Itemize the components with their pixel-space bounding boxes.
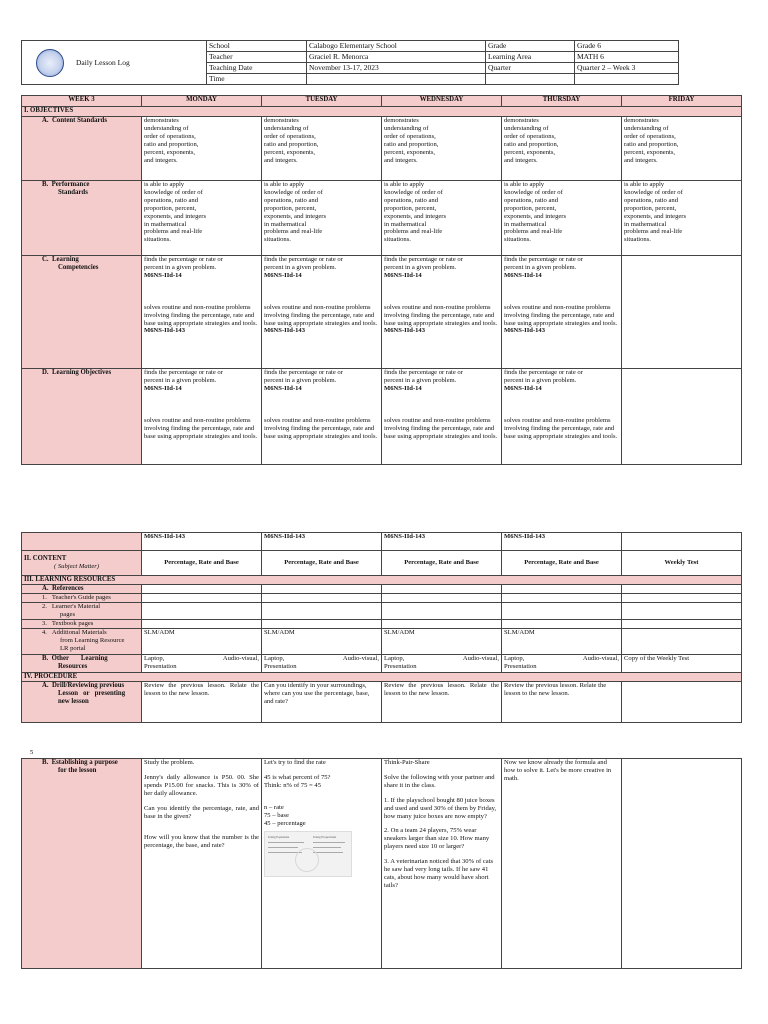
header-logo-cell (22, 41, 207, 85)
drill-mon: Review the previous lesson. Relate the lesson to the new lesson. (142, 682, 262, 723)
competency-mon: finds the percentage or rate or percent in a given problem. M6NS-IId-14 solves routine and non-routine problems involving finding the percentage, rate and base using appropriate strategies and tools. M6NS-IId-143 (142, 256, 262, 369)
slm-mon: SLM/ADM (142, 629, 262, 655)
learning-area-value: MATH 6 (575, 52, 679, 63)
content-topic-mon: Percentage, Rate and Base (142, 551, 262, 576)
learners-material-label: 2. Learner's Material (42, 603, 101, 610)
objective-tue: finds the percentage or rate or percent in a given problem. M6NS-IId-14 solves routine and non-routine problems involving finding the percentage, rate and base using appropriate strategies and tools. (262, 369, 382, 465)
competency-wed: finds the percentage or rate or percent in a given problem. M6NS-IId-14 solves routine and non-routine problems involving finding the percentage, rate and base using appropriate strategies and tools. M6NS-IId-143 (382, 256, 502, 369)
other-resources-thu: Laptop, Audio-visual, Presentation (502, 655, 622, 673)
page-marker: 5 (30, 749, 34, 756)
school-label: School (207, 41, 307, 52)
tuesday-header: TUESDAY (262, 96, 382, 107)
other-resources-fri: Copy of the Weekly Test (622, 655, 742, 673)
content-section-label: II. CONTENT (24, 555, 67, 563)
grade-label: Grade (486, 41, 575, 52)
establishing-purpose-label: B. Establishing a purpose (42, 759, 118, 766)
carry-code-thu: M6NS-IId-143 (502, 533, 622, 551)
grade-value: Grade 6 (575, 41, 679, 52)
thursday-header: THURSDAY (502, 96, 622, 107)
drill-review-label: A. Drill/Reviewing previous (42, 682, 125, 689)
performance-standard-thu: is able to apply knowledge of order of operations, ratio and proportion, percent, exponents, and integers in mathematical problems and real-life situations. (502, 181, 622, 256)
teaching-date-value: November 13-17, 2023 (307, 63, 486, 74)
carry-code-tue: M6NS-IId-143 (262, 533, 382, 551)
school-value: Calabogo Elementary School (307, 41, 486, 52)
competency-tue: finds the percentage or rate or percent in a given problem. M6NS-IId-14 solves routine and non-routine problems involving finding the percentage, rate and base using appropriate strategies and tools. M6NS-IId-143 (262, 256, 382, 369)
header-title: Daily Lesson Log (76, 57, 130, 67)
additional-materials-label: 4. Additional Materials (42, 629, 107, 636)
establishing-purpose-table: B. Establishing a purpose for the lesson Study the problem. Jenny's daily allowance is P50. 00. She spends P15.00 for snacks. This is 30% of her daily allowance. Can you identify the percentage, rate, and base in the given? How will you know that the number is the percentage, the base, and rate? Let's try to find the rate 45 is what percent of 75? Think: n% of 75 = 45 n – rate 75 – base 45 – percentage Using Equations Using Proportions Think-Pair-Share Solve the following with your partner and share it in the class. 1. If the playschool bought 80 juice boxes and used and used 30% of them by Friday, how many juice boxes are now empty? 2. On a team 24 players, 75% wear sneakers larger than size 10. How many players need size 10 or larger? 3. A veterinarian noticed that 30% of cats he saw had very long tails. If he saw 41 cats, about how many would have short tails? Now we know already the formula and how to solve it. Let's be more creative in math. (21, 758, 742, 969)
objective-fri (622, 369, 742, 465)
purpose-wed: Think-Pair-Share Solve the following with your partner and share it in the class. 1. If the playschool bought 80 juice boxes and used and used 30% of them by Friday, how many juice boxes are now empty? 2. On a team 24 players, 75% wear sneakers larger than size 10. How many players need size 10 or larger? 3. A veterinarian noticed that 30% of cats he saw had very long tails. If he saw 41 cats, about how many would have short tails? (382, 759, 502, 969)
objective-thu: finds the percentage or rate or percent in a given problem. M6NS-IId-14 solves routine and non-routine problems involving finding the percentage, rate and base using appropriate strategies and tools. (502, 369, 622, 465)
content-topic-wed: Percentage, Rate and Base (382, 551, 502, 576)
header-table (21, 40, 768, 85)
content-topic-tue: Percentage, Rate and Base (262, 551, 382, 576)
other-resources-label: B. Other Learning (42, 655, 108, 662)
objective-wed: finds the percentage or rate or percent in a given problem. M6NS-IId-14 solves routine and non-routine problems involving finding the percentage, rate and base using appropriate strategies and tools. (382, 369, 502, 465)
learning-objectives-label: D. Learning Objectives (42, 369, 112, 376)
content-standard-mon: demonstrates understanding of order of operations, ratio and proportion, percent, exponents, and integers. (142, 117, 262, 181)
content-topic-thu: Percentage, Rate and Base (502, 551, 622, 576)
objectives-table: WEEK 3 MONDAY TUESDAY WEDNESDAY THURSDAY FRIDAY I. OBJECTIVES A. Content Standards demonstrates understanding of order of operations, ratio and proportion, percent, exponents, and integers. demonstrates understanding of order of operations, ratio and proportion, percent, exponents, and integers. demonstrates understanding of order of operations, ratio and proportion, percent, exponents, and integers. demonstrates understanding of order of operations, ratio and proportion, percent, exponents, and integers. demonstrates understanding of order of operations, ratio and proportion, percent, exponents, and integers. B. Performance Standards is able to apply knowledge of order of operations, ratio and proportion, percent, exponents, and integers in mathematical problems and real-life situations. is able to apply knowledge of order of operations, ratio and proportion, percent, exponents, and integers in mathematical problems and real-life situations. is able to apply knowledge of order of operations, ratio and proportion, percent, exponents, and integers in mathematical problems and real-life situations. is able to apply knowledge of order of operations, ratio and proportion, percent, exponents, and integers in mathematical problems and real-life situations. is able to apply knowledge of order of operations, ratio and proportion, percent, exponents, and integers in mathematical problems and real-life situations. C. Learning Competencies finds the percentage or rate or percent in a given problem. M6NS-IId-14 solves routine and non-routine problems involving finding the percentage, rate and base using appropriate strategies and tools. M6NS-IId-143 finds the percentage or rate or percent in a given problem. M6NS-IId-14 solves routine and non-routine problems involving finding the percentage, rate and base using appropriate strategies and tools. M6NS-IId-143 finds the percentage or rate or percent in a given problem. M6NS-IId-14 solves routine and non-routine problems involving finding the percentage, rate and base using appropriate strategies and tools. M6NS-IId-143 finds the percentage or rate or percent in a given problem. M6NS-IId-14 solves routine and non-routine problems involving finding the percentage, rate and base using appropriate strategies and tools. M6NS-IId-143 D. Learning Objectives finds the percentage or rate or percent in a given problem. M6NS-IId-14 solves routine and non-routine problems involving finding the percentage, rate and base using appropriate strategies and tools. finds the percentage or rate or percent in a given problem. M6NS-IId-14 solves routine and non-routine problems involving finding the percentage, rate and base using appropriate strategies and tools. finds the percentage or rate or percent in a given problem. M6NS-IId-14 solves routine and non-routine problems involving finding the percentage, rate and base using appropriate strategies and tools. finds the percentage or rate or percent in a given problem. M6NS-IId-14 solves routine and non-routine problems involving finding the percentage, rate and base using appropriate strategies and tools. (21, 95, 742, 465)
performance-standard-wed: is able to apply knowledge of order of operations, ratio and proportion, percent, exponents, and integers in mathematical problems and real-life situations. (382, 181, 502, 256)
drill-tue: Can you identify in your surroundings, where can you use the percentage, base, and rate? (262, 682, 382, 723)
week-header: WEEK 3 (22, 96, 142, 107)
content-standard-thu: demonstrates understanding of order of operations, ratio and proportion, percent, exponents, and integers. (502, 117, 622, 181)
deped-seal-icon (36, 49, 64, 77)
content-standard-wed: demonstrates understanding of order of operations, ratio and proportion, percent, exponents, and integers. (382, 117, 502, 181)
carry-code-mon: M6NS-IId-143 (142, 533, 262, 551)
slm-thu: SLM/ADM (502, 629, 622, 655)
other-resources-wed: Laptop, Audio-visual, Presentation (382, 655, 502, 673)
teacher-label: Teacher (207, 52, 307, 63)
content-standards-label: A. Content Standards (42, 117, 107, 124)
performance-standard-mon: is able to apply knowledge of order of operations, ratio and proportion, percent, exponents, and integers in mathematical problems and real-life situations. (142, 181, 262, 256)
learning-competencies-label: C. Learning (42, 256, 79, 263)
wednesday-header: WEDNESDAY (382, 96, 502, 107)
competency-thu: finds the percentage or rate or percent in a given problem. M6NS-IId-14 solves routine and non-routine problems involving finding the percentage, rate and base using appropriate strategies and tools. M6NS-IId-143 (502, 256, 622, 369)
worked-example-image: Using Equations Using Proportions (264, 831, 352, 877)
slm-tue: SLM/ADM (262, 629, 382, 655)
resources-section: III. LEARNING RESOURCES (22, 576, 742, 585)
other-resources-tue: Laptop, Audio-visual, Presentation (262, 655, 382, 673)
procedure-section: IV. PROCEDURE (22, 673, 742, 682)
performance-standard-tue: is able to apply knowledge of order of operations, ratio and proportion, percent, exponents, and integers in mathematical problems and real-life situations. (262, 181, 382, 256)
purpose-mon: Study the problem. Jenny's daily allowance is P50. 00. She spends P15.00 for snacks. This is 30% of her daily allowance. Can you identify the percentage, rate, and base in the given? How will you know that the number is the percentage, the base, and rate? (142, 759, 262, 969)
other-resources-mon: Laptop, Audio-visual, Presentation (142, 655, 262, 673)
monday-header: MONDAY (142, 96, 262, 107)
objectives-section: I. OBJECTIVES (22, 107, 742, 117)
objective-mon: finds the percentage or rate or percent in a given problem. M6NS-IId-14 solves routine and non-routine problems involving finding the percentage, rate and base using appropriate strategies and tools. (142, 369, 262, 465)
content-topic-fri: Weekly Test (622, 551, 742, 576)
competency-fri (622, 256, 742, 369)
references-label: A. References (42, 585, 84, 592)
textbook-pages-label: 3. Textbook pages (42, 620, 94, 627)
drill-wed: Review the previous lesson. Relate the lesson to the new lesson. (382, 682, 502, 723)
carry-code-wed: M6NS-IId-143 (382, 533, 502, 551)
purpose-tue: Let's try to find the rate 45 is what percent of 75? Think: n% of 75 = 45 n – rate 75 – base 45 – percentage Using Equations Using Proportions (262, 759, 382, 969)
time-value (307, 74, 486, 85)
teaching-date-label: Teaching Date (207, 63, 307, 74)
time-label: Time (207, 74, 307, 85)
lesson-content-table: M6NS-IId-143 M6NS-IId-143 M6NS-IId-143 M6NS-IId-143 II. CONTENT ( Subject Matter) Percentage, Rate and Base Percentage, Rate and Base Percentage, Rate and Base Percentage, Rate and Base Weekly Test III. LEARNING RESOURCES A. References 1. Teacher's Guide pages 2. Learner's Material pages 3. Textbook pages 4. Additional Materials from Learning Resource LR portal SLM/ADM SLM/ADM SLM/ADM SLM/ADM B. Other Learning Resources Laptop, Audio-visual, Presentation Laptop, Audio-visual, Presentation Laptop, Audio-visual, Presentation Laptop, Audio-visual, Presentation Copy of the Weekly Test IV. PROCEDURE A. Drill/Reviewing previous Lesson or presenting new lesson Review the previous lesson. Relate the lesson to the new lesson. Can you identify in your surroundings, where can you use the percentage, base, and rate? Review the previous lesson. Relate the lesson to the new lesson. Review the previous lesson. Relate the lesson to the new lesson. (21, 532, 742, 723)
teacher-value: Graciel R. Menorca (307, 52, 486, 63)
quarter-label: Quarter (486, 63, 575, 74)
content-standard-tue: demonstrates understanding of order of operations, ratio and proportion, percent, exponents, and integers. (262, 117, 382, 181)
purpose-thu: Now we know already the formula and how to solve it. Let's be more creative in math. (502, 759, 622, 969)
learning-area-label: Learning Area (486, 52, 575, 63)
slm-wed: SLM/ADM (382, 629, 502, 655)
drill-thu: Review the previous lesson. Relate the lesson to the new lesson. (502, 682, 622, 723)
friday-header: FRIDAY (622, 96, 742, 107)
content-standard-fri: demonstrates understanding of order of operations, ratio and proportion, percent, exponents, and integers. (622, 117, 742, 181)
performance-standards-label: B. Performance (42, 181, 90, 188)
quarter-value: Quarter 2 – Week 3 (575, 63, 679, 74)
performance-standard-fri: is able to apply knowledge of order of operations, ratio and proportion, percent, exponents, and integers in mathematical problems and real-life situations. (622, 181, 742, 256)
teachers-guide-label: 1. Teacher's Guide pages (42, 594, 111, 601)
